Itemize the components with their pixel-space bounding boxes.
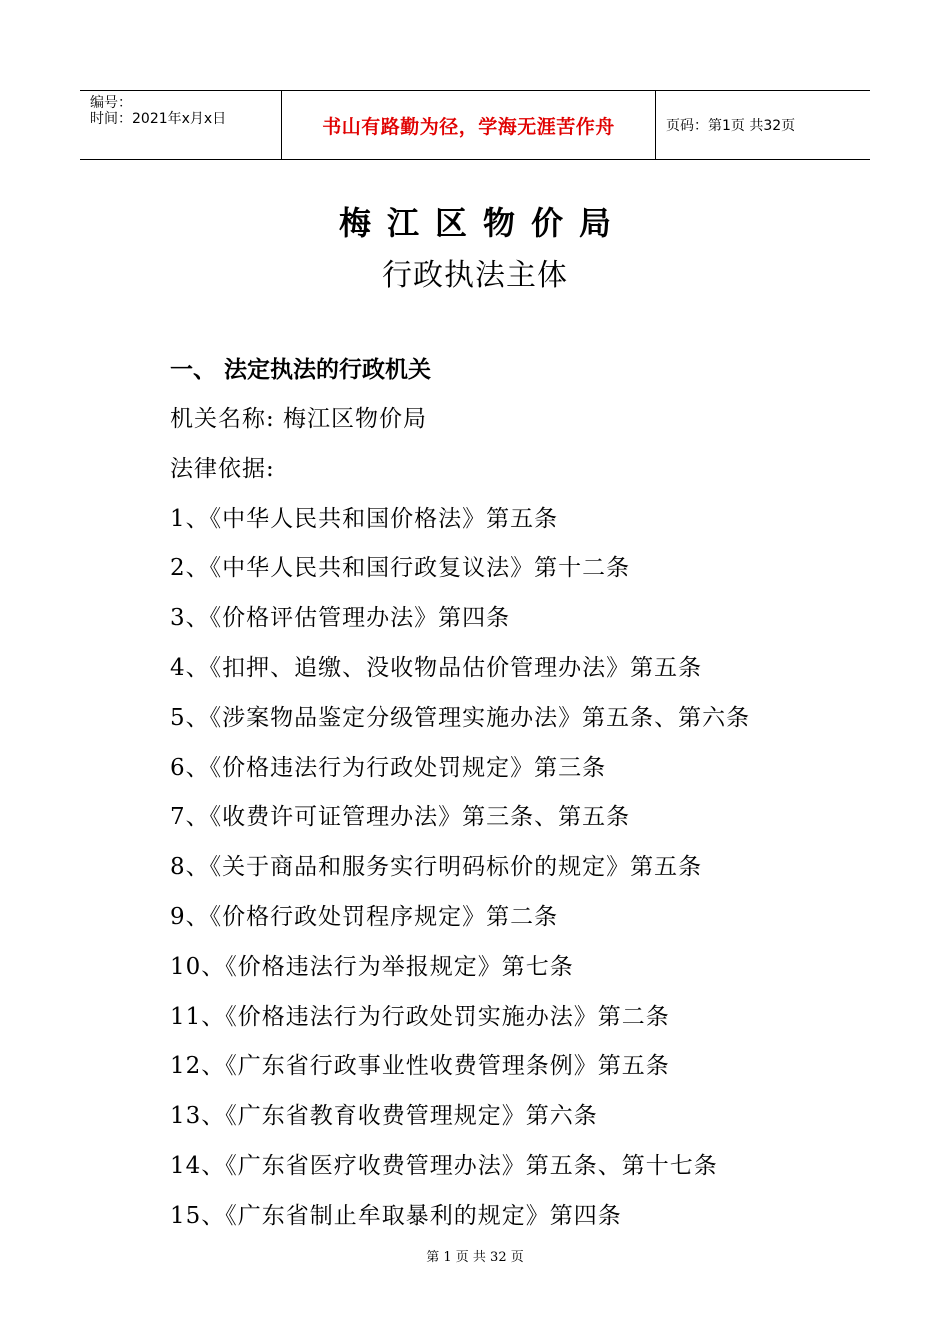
law-item: 7、《收费许可证管理办法》第三条、第五条 (170, 804, 631, 831)
law-item: 9、《价格行政处罚程序规定》第二条 (170, 903, 559, 930)
legal-basis-label: 法律依据: (170, 455, 275, 482)
agency-name: 机关名称: 梅江区物价局 (170, 406, 428, 432)
header-page-info: 页码：第1页 共32页 (666, 118, 796, 134)
law-item: 5、《涉案物品鉴定分级管理实施办法》第五条、第六条 (170, 704, 751, 731)
law-item: 12、《广东省行政事业性收费管理条例》第五条 (170, 1053, 670, 1080)
law-item: 4、《扣押、追缴、没收物品估价管理办法》第五条 (170, 654, 703, 681)
law-item: 14、《广东省医疗收费管理办法》第五条、第十七条 (170, 1152, 718, 1179)
header-motto: 书山有路勤为径，学海无涯苦作舟 (282, 91, 656, 159)
header-meta (80, 91, 282, 159)
law-item: 2、《中华人民共和国行政复议法》第十二条 (170, 555, 631, 582)
law-item: 13、《广东省教育收费管理规定》第六条 (170, 1103, 598, 1130)
law-item: 6、《价格违法行为行政处罚规定》第三条 (170, 754, 607, 781)
page-footer: 第 1 页 共 32 页 (426, 1250, 524, 1265)
law-item: 10、《价格违法行为举报规定》第七条 (170, 953, 574, 980)
law-item: 15、《广东省制止牟取暴利的规定》第四条 (170, 1202, 622, 1229)
page-title: 梅江区物价局 (338, 204, 627, 242)
law-list (170, 499, 870, 1236)
document-time-label: 时间：2021年x月x日 (90, 111, 227, 127)
document-body (170, 350, 870, 1246)
law-item: 8、《关于商品和服务实行明码标价的规定》第五条 (170, 854, 703, 881)
page-subtitle: 行政执法主体 (382, 258, 568, 293)
law-item: 3、《价格评估管理办法》第四条 (170, 605, 511, 632)
section-heading: 一、 法定执法的行政机关 (170, 357, 432, 383)
law-item: 1、《中华人民共和国价格法》第五条 (170, 505, 559, 532)
document-header (80, 90, 870, 160)
document-number-label: 编号： (90, 95, 132, 111)
law-item: 11、《价格违法行为行政处罚实施办法》第二条 (170, 1003, 670, 1030)
